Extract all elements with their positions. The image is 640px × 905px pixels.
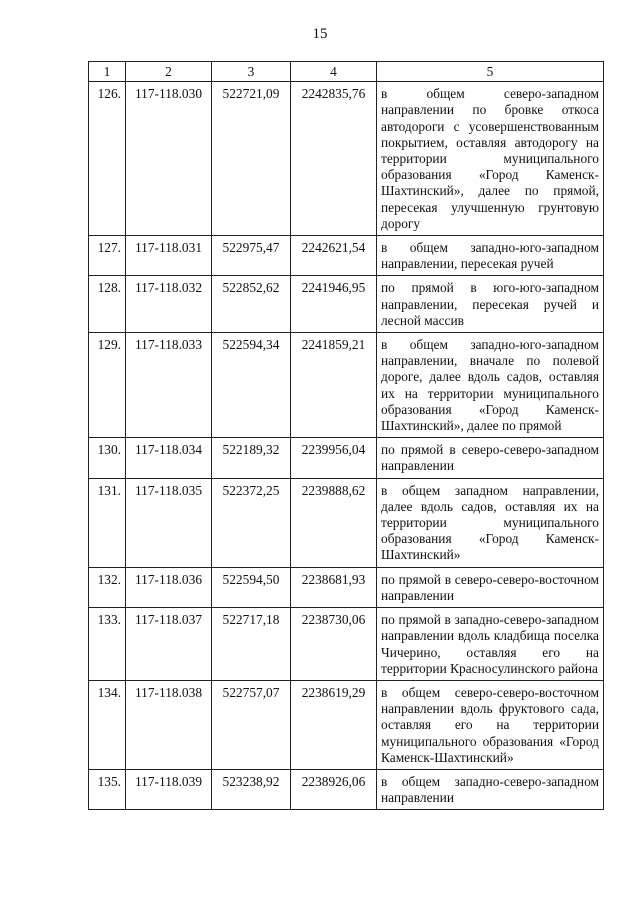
coordinate-x: 522372,25 (212, 478, 291, 567)
point-id: 117-118.037 (126, 608, 212, 681)
table-row (89, 82, 604, 236)
row-number: 130. (89, 438, 126, 478)
coordinate-x: 522721,09 (212, 82, 291, 236)
coordinate-y: 2238730,06 (291, 608, 377, 681)
point-id: 117-118.030 (126, 82, 212, 236)
row-number: 135. (89, 769, 126, 809)
row-number: 131. (89, 478, 126, 567)
table-row (89, 276, 604, 333)
table-row (89, 608, 604, 681)
coordinate-x: 523238,92 (212, 769, 291, 809)
row-number: 132. (89, 567, 126, 607)
table-row (89, 438, 604, 478)
coordinate-y: 2239956,04 (291, 438, 377, 478)
table-row (89, 478, 604, 567)
table-row (89, 567, 604, 607)
point-id: 117-118.034 (126, 438, 212, 478)
row-number: 129. (89, 333, 126, 438)
point-id: 117-118.031 (126, 236, 212, 276)
point-id: 117-118.038 (126, 680, 212, 769)
point-id: 117-118.035 (126, 478, 212, 567)
row-number: 127. (89, 236, 126, 276)
page-number: 15 (312, 26, 328, 42)
row-number: 133. (89, 608, 126, 681)
row-number: 126. (89, 82, 126, 236)
point-id: 117-118.039 (126, 769, 212, 809)
table-row (89, 769, 604, 809)
coordinate-x: 522852,62 (212, 276, 291, 333)
table-row (89, 333, 604, 438)
coordinate-y: 2242835,76 (291, 82, 377, 236)
boundary-description: в общем западно-юго-западном направлении, вначале по полевой дороге, далее вдоль садов, оставляя их на территории муниципального образования «Город Каменск-Шахтинский», далее по прямой (377, 333, 604, 438)
boundary-description: по прямой в юго-юго-западном направлении, пересекая ручей и лесной массив (377, 276, 604, 333)
coordinate-x: 522594,34 (212, 333, 291, 438)
boundary-description: в общем западном направлении, далее вдоль садов, оставляя их на территории муниципального образования «Город Каменск-Шахтинский» (377, 478, 604, 567)
table-row (89, 236, 604, 276)
coordinate-x: 522975,47 (212, 236, 291, 276)
coordinate-y: 2242621,54 (291, 236, 377, 276)
boundary-description: по прямой в западно-северо-западном направлении вдоль кладбища поселка Чичерино, оставляя его на территории Красносулинского района (377, 608, 604, 681)
coordinate-x: 522757,07 (212, 680, 291, 769)
coordinate-y: 2241946,95 (291, 276, 377, 333)
coordinate-y: 2238926,06 (291, 769, 377, 809)
boundary-points-table (88, 61, 604, 810)
coordinate-y: 2241859,21 (291, 333, 377, 438)
boundary-description: по прямой в северо-северо-западном направлении (377, 438, 604, 478)
header-col-4: 4 (291, 62, 377, 82)
coordinate-y: 2238619,29 (291, 680, 377, 769)
boundary-description: по прямой в северо-северо-восточном направлении (377, 567, 604, 607)
header-col-1: 1 (89, 62, 126, 82)
row-number: 128. (89, 276, 126, 333)
boundary-description: в общем северо-западном направлении по бровке откоса автодороги с усовершенствованным покрытием, оставляя автодорогу на территории муниципального образования «Город Каменск-Шахтинский», далее по прямой, пересекая улучшенную грунтовую дорогу (377, 82, 604, 236)
header-col-3: 3 (212, 62, 291, 82)
header-col-2: 2 (126, 62, 212, 82)
coordinate-x: 522717,18 (212, 608, 291, 681)
point-id: 117-118.036 (126, 567, 212, 607)
table-row (89, 680, 604, 769)
coordinate-y: 2238681,93 (291, 567, 377, 607)
point-id: 117-118.032 (126, 276, 212, 333)
boundary-description: в общем западно-юго-западном направлении, пересекая ручей (377, 236, 604, 276)
point-id: 117-118.033 (126, 333, 212, 438)
boundary-description: в общем западно-северо-западном направлении (377, 769, 604, 809)
table-header-row (89, 62, 604, 82)
coordinate-y: 2239888,62 (291, 478, 377, 567)
boundary-description: в общем северо-северо-восточном направлении вдоль фруктового сада, оставляя его на территории муниципального образования «Город Каменск-Шахтинский» (377, 680, 604, 769)
coordinate-x: 522189,32 (212, 438, 291, 478)
header-col-5: 5 (377, 62, 604, 82)
row-number: 134. (89, 680, 126, 769)
coordinate-x: 522594,50 (212, 567, 291, 607)
